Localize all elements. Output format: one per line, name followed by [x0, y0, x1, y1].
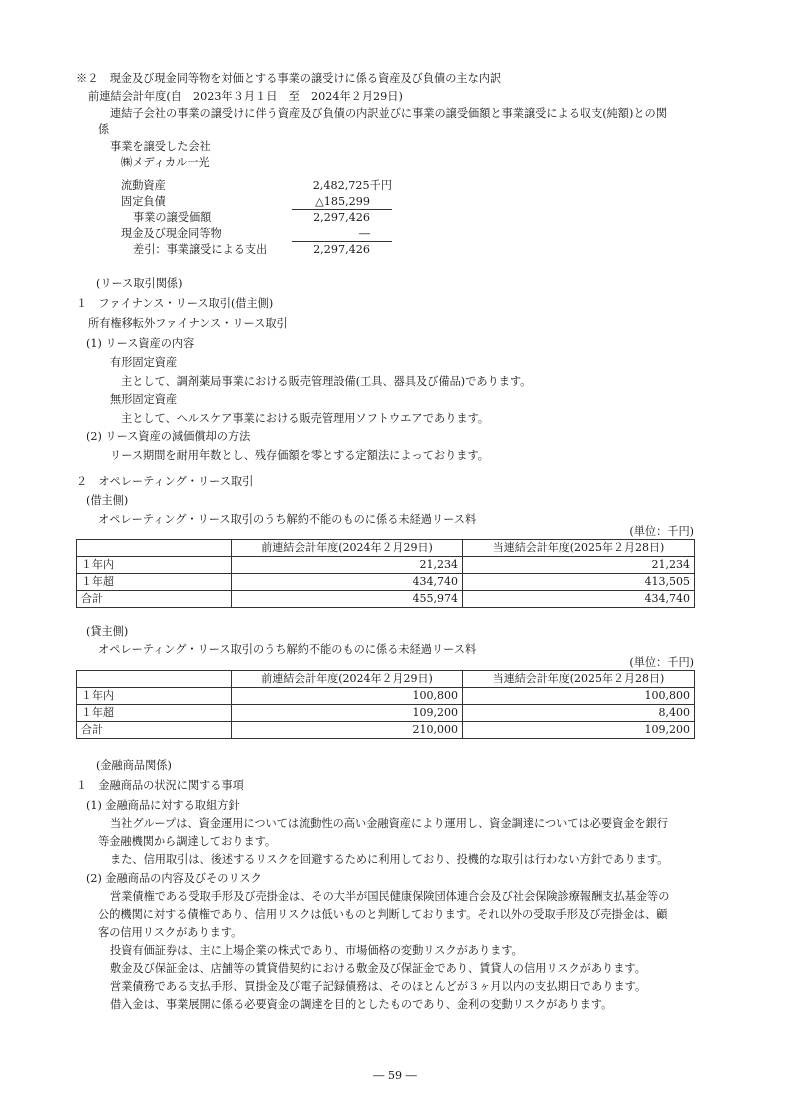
row-curr: 413,505	[463, 574, 695, 591]
lease-section-title: (リース取引関係)	[96, 277, 183, 290]
lessee-unit: (単位：千円)	[629, 525, 694, 538]
note2-row-label: 流動資産	[121, 179, 166, 192]
financial-item1-title: １ 金融商品の状況に関する事項	[76, 779, 244, 792]
financial-p2-line2: 公的機関に対する債権であり、信用リスクは低いものと判断しております。それ以外の受取手形及び売掛金は、顧	[98, 908, 668, 921]
table-row	[77, 574, 695, 591]
lessee-table	[76, 539, 695, 608]
table-row	[77, 688, 695, 705]
note2-row-value: △185,299	[315, 195, 370, 208]
lessor-desc: オペレーティング・リース取引のうち解約不能のものに係る未経過リース料	[98, 643, 477, 656]
financial-p2-line3: 客の信用リスクがあります。	[98, 926, 243, 939]
table-header-row	[77, 540, 695, 557]
note2-heading: ※２ 現金及び現金同等物を対価とする事業の譲受けに係る資産及び負債の主な内訳	[76, 72, 502, 85]
row-prev: 100,800	[232, 688, 463, 705]
financial-p1-line3: また、信用取引は、後述するリスクを回避するために利用しており、投機的な取引は行わない方針であります。	[110, 853, 669, 866]
header-blank	[77, 671, 232, 688]
row-curr: 8,400	[463, 705, 695, 722]
header-curr: 当連結会計年度(2025年２月28日)	[463, 540, 695, 557]
financial-p2-title: (2) 金融商品の内容及びそのリスク	[86, 872, 262, 885]
lessor-unit: (単位：千円)	[629, 656, 694, 669]
row-curr: 21,234	[463, 557, 695, 574]
financial-p2-line1: 営業債権である受取手形及び売掛金は、その大半が国民健康保険団体連合会及び社会保険診療報酬支払基金等の	[110, 890, 670, 903]
lease-p1-intangible: 無形固定資産	[110, 393, 178, 406]
row-label: １年超	[77, 705, 232, 722]
row-prev: 434,740	[232, 574, 463, 591]
financial-p2-line4: 投資有価証券は、主に上場企業の株式であり、市場価格の変動リスクがあります。	[110, 944, 523, 957]
row-curr: 100,800	[463, 688, 695, 705]
lessee-desc: オペレーティング・リース取引のうち解約不能のものに係る未経過リース料	[98, 513, 477, 526]
note2-row-value: 2,297,426	[313, 243, 370, 256]
note2-period: 前連結会計年度(自 2023年３月１日 至 2024年２月29日)	[88, 90, 403, 103]
financial-p1-title: (1) 金融商品に対する取組方針	[86, 799, 240, 812]
lessor-label: (貸主側)	[86, 625, 129, 638]
lease-p1-title: (1) リース資産の内容	[86, 337, 195, 350]
lease-p1-tangible-desc: 主として、調剤薬局事業における販売管理設備(工具、器具及び備品)であります。	[121, 375, 532, 388]
table-row	[77, 722, 695, 739]
lease-p2-desc: リース期間を耐用年数とし、残存価額を零とする定額法によっております。	[110, 449, 489, 462]
table-row	[77, 557, 695, 574]
lease-item1-title: １ ファイナンス・リース取引(借主側)	[76, 297, 274, 310]
row-label: 合計	[77, 722, 232, 739]
lease-p2-title: (2) リース資産の減価償却の方法	[86, 430, 251, 443]
financial-p2-line5: 敷金及び保証金は、店舗等の賃貸借契約における敷金及び保証金であり、賃貸人の信用リスクがあります。	[110, 962, 646, 975]
lease-p1-tangible: 有形固定資産	[110, 356, 178, 369]
note2-row-label: 事業の譲受価額	[133, 211, 212, 224]
financial-p1-line2: 等金融機関から調達しております。	[98, 835, 277, 848]
lessor-table	[76, 670, 695, 739]
financial-p2-line7: 借入金は、事業展開に係る必要資金の調達を目的としたものであり、金利の変動リスクがあります。	[110, 998, 613, 1011]
table-header-row	[77, 671, 695, 688]
financial-p2-line6: 営業債務である支払手形、買掛金及び電子記録債務は、そのほとんどが３ヶ月以内の支払期日であります。	[110, 980, 647, 993]
note2-row-value: ―	[358, 227, 370, 240]
row-prev: 21,234	[232, 557, 463, 574]
lease-item2-title: ２ オペレーティング・リース取引	[76, 475, 254, 488]
note2-row-label: 現金及び現金同等物	[121, 227, 222, 240]
note2-desc-line1: 連結子会社の事業の譲受けに伴う資産及び負債の内訳並びに事業の譲受価額と事業譲受による収支(純額)との関	[110, 107, 667, 120]
header-blank	[77, 540, 232, 557]
row-label: １年内	[77, 688, 232, 705]
row-curr: 109,200	[463, 722, 695, 739]
row-prev: 455,974	[232, 591, 463, 608]
page-number: ― 59 ―	[373, 1069, 417, 1082]
row-label: １年超	[77, 574, 232, 591]
note2-row-label: 固定負債	[121, 195, 166, 208]
row-label: １年内	[77, 557, 232, 574]
note2-row-value: 2,482,725千円	[312, 179, 392, 192]
header-curr: 当連結会計年度(2025年２月28日)	[463, 671, 695, 688]
header-prev: 前連結会計年度(2024年２月29日)	[232, 671, 463, 688]
row-label: 合計	[77, 591, 232, 608]
note2-desc-line2: 係	[98, 123, 110, 136]
note2-company-name: ㈱メディカル一光	[121, 156, 210, 169]
table-row	[77, 705, 695, 722]
note2-row-label: 差引：事業譲受による支出	[133, 243, 268, 256]
row-curr: 434,740	[463, 591, 695, 608]
lessee-label: (借主側)	[86, 494, 129, 507]
note2-row-value: 2,297,426	[313, 211, 370, 224]
financial-p1-line1: 当社グループは、資金運用については流動性の高い金融資産により運用し、資金調達については必要資金を銀行	[110, 817, 669, 830]
row-prev: 109,200	[232, 705, 463, 722]
header-prev: 前連結会計年度(2024年２月29日)	[232, 540, 463, 557]
row-prev: 210,000	[232, 722, 463, 739]
lease-item1-sub: 所有権移転外ファイナンス・リース取引	[88, 317, 288, 330]
table-row	[77, 591, 695, 608]
financial-section-title: (金融商品関係)	[96, 759, 172, 772]
note2-company-label: 事業を譲受した会社	[110, 140, 211, 153]
lease-p1-intangible-desc: 主として、ヘルスケア事業における販売管理用ソフトウエアであります。	[121, 412, 490, 425]
